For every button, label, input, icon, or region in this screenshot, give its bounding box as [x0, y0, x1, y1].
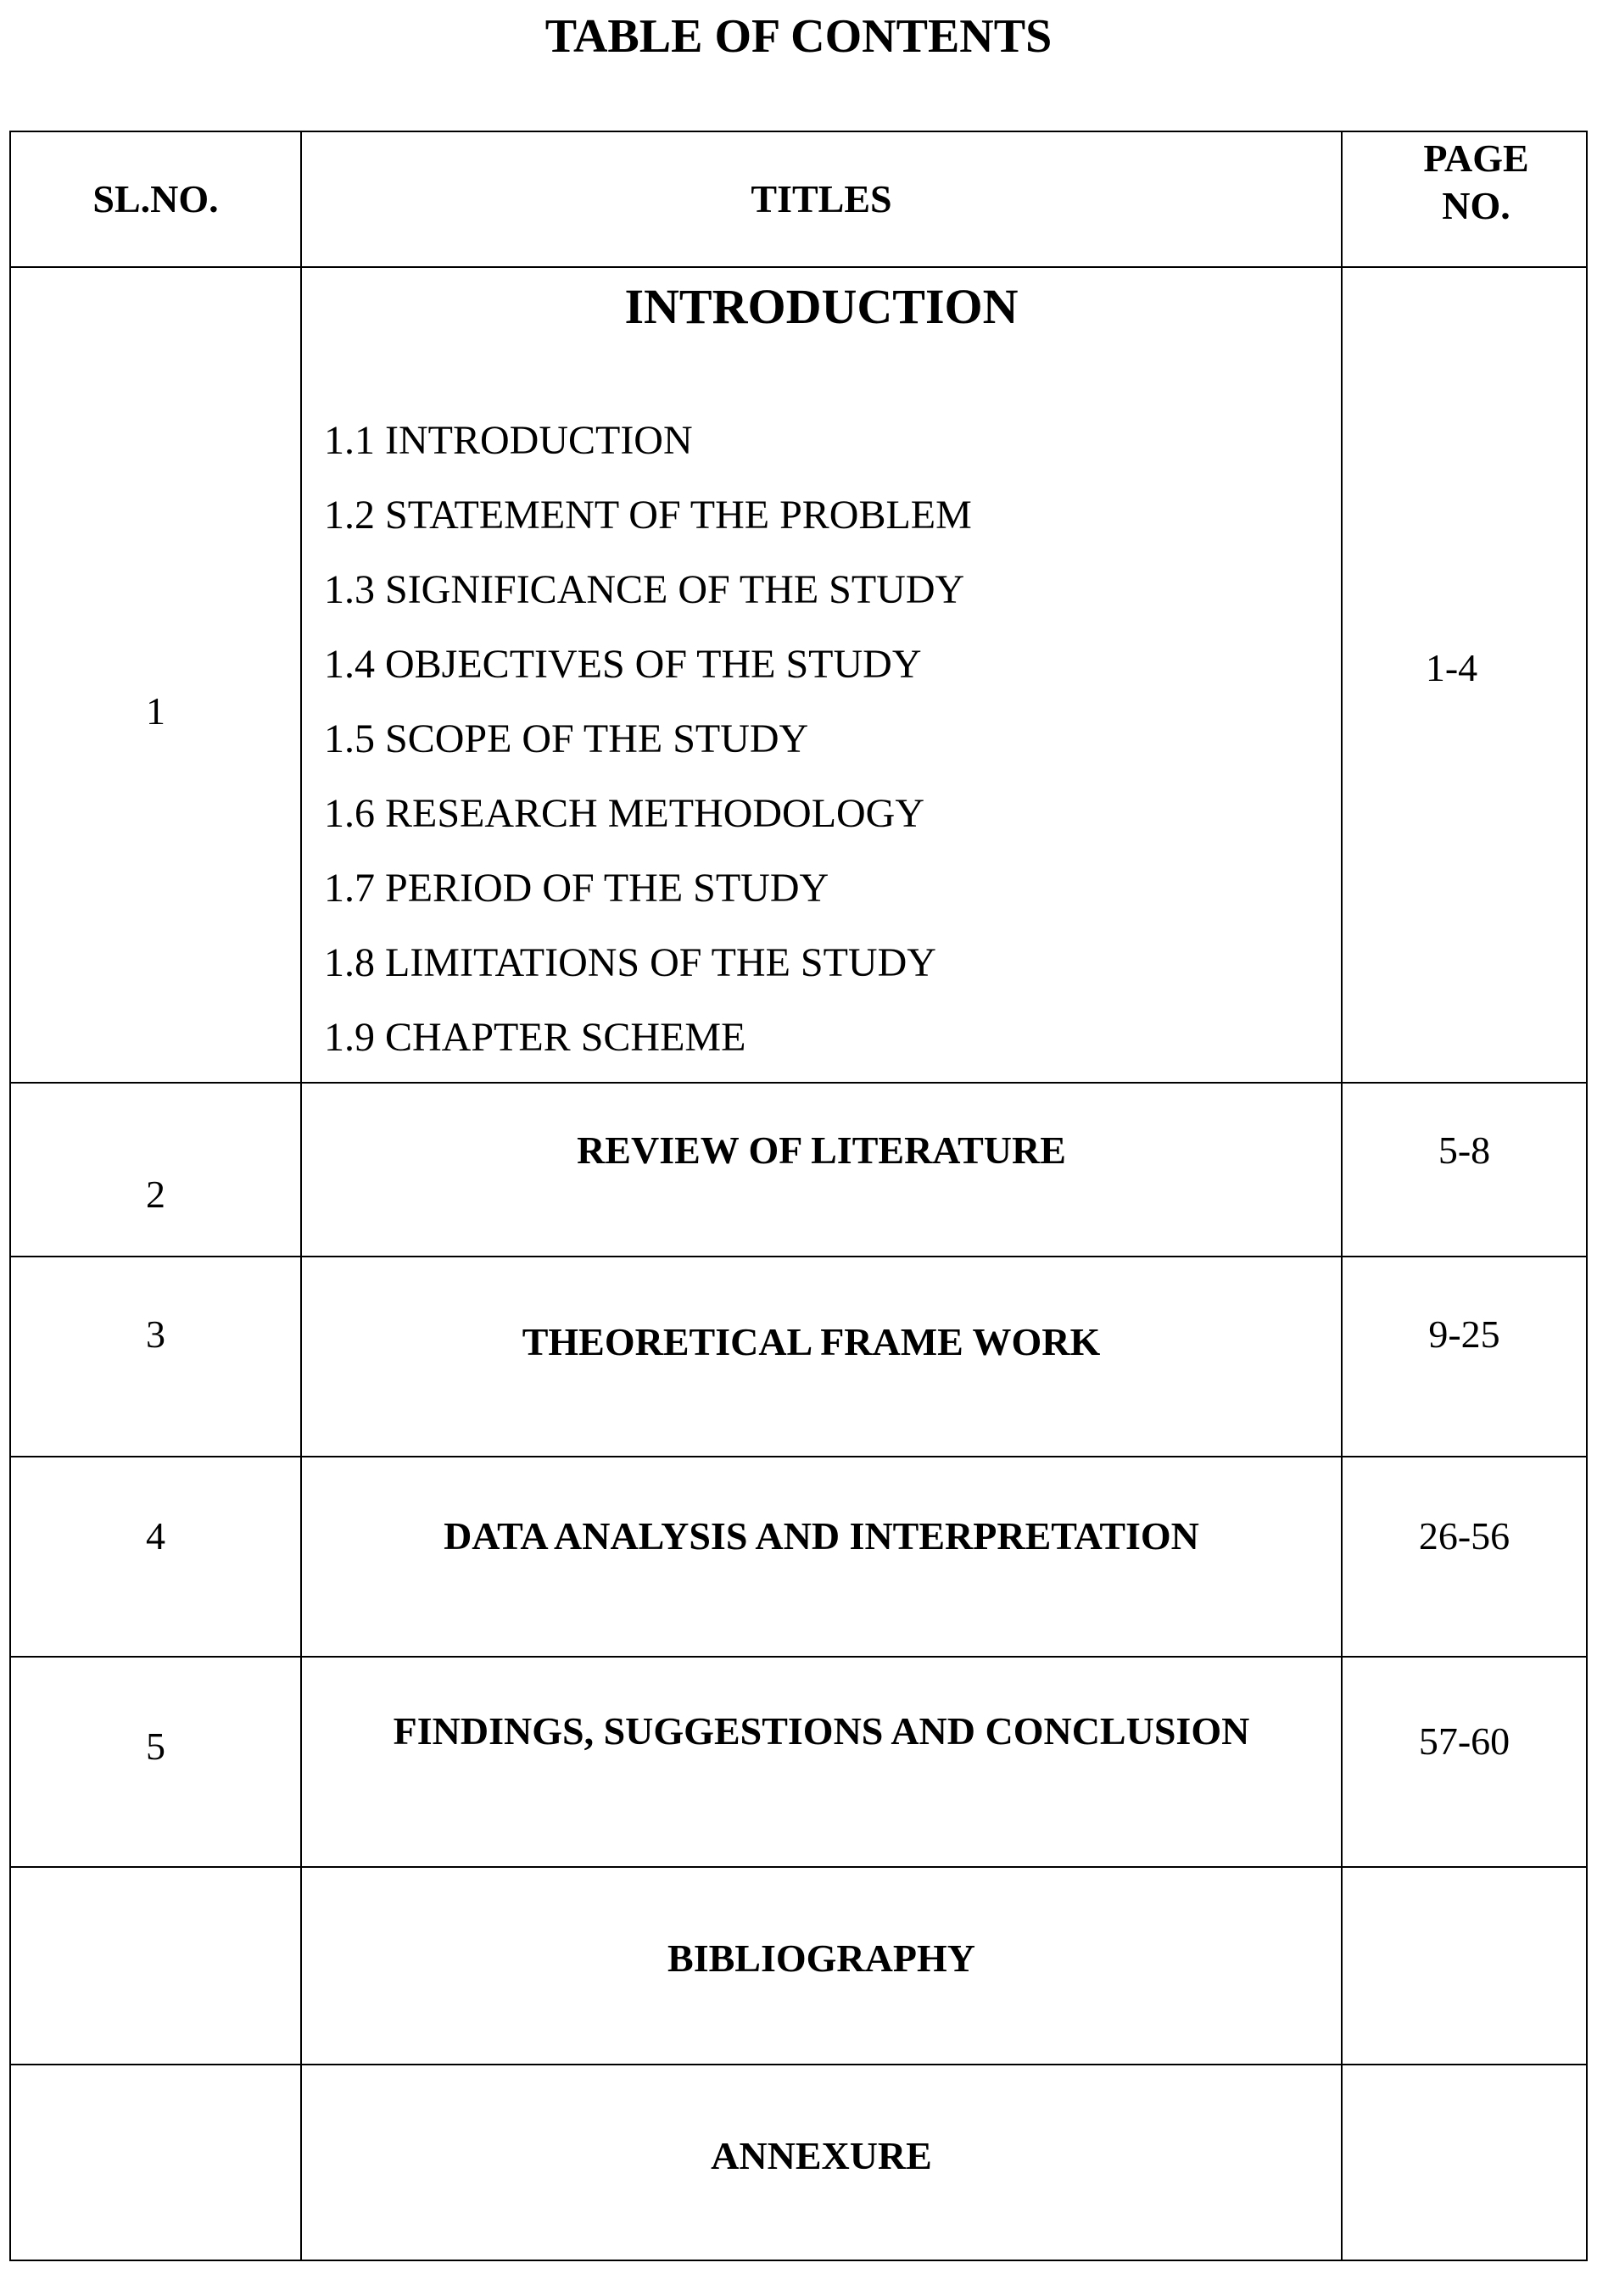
- subsection-item: 1.5 SCOPE OF THE STUDY: [324, 716, 809, 761]
- subsection-item: 1.6 RESEARCH METHODOLOGY: [324, 791, 924, 836]
- sl-no: 2: [146, 1173, 165, 1216]
- chapter-title: FINDINGS, SUGGESTIONS AND CONCLUSION: [393, 1709, 1250, 1753]
- title-cell: [301, 1867, 1342, 2065]
- title-cell: [301, 1257, 1342, 1457]
- chapter-title: INTRODUCTION: [624, 279, 1019, 334]
- sl-no-cell: [10, 1867, 301, 2065]
- chapter-title: REVIEW OF LITERATURE: [577, 1128, 1066, 1172]
- header-page-no-line1: PAGE: [1423, 137, 1529, 180]
- header-cell-titles: [301, 131, 1342, 267]
- sl-no-cell: [10, 1457, 301, 1657]
- chapter-title: THEORETICAL FRAME WORK: [522, 1320, 1101, 1363]
- header-titles: TITLES: [751, 177, 892, 220]
- page-no-cell: [1342, 1457, 1587, 1657]
- title-cell: [301, 2065, 1342, 2260]
- table-row: [10, 2065, 1587, 2260]
- sl-no-cell: [10, 1083, 301, 1257]
- page-no: 9-25: [1428, 1312, 1500, 1356]
- chapter-title: DATA ANALYSIS AND INTERPRETATION: [444, 1514, 1199, 1558]
- page-no-cell: [1342, 1657, 1587, 1867]
- subsection-item: 1.3 SIGNIFICANCE OF THE STUDY: [324, 567, 965, 612]
- title-cell: [301, 1457, 1342, 1657]
- page-no-cell: [1342, 267, 1587, 1083]
- subsection-item: 1.2 STATEMENT OF THE PROBLEM: [324, 493, 972, 538]
- header-cell-sl-no: [10, 131, 301, 267]
- page-no-cell: [1342, 1083, 1587, 1257]
- chapter-title: ANNEXURE: [711, 2134, 932, 2177]
- subsection-list: [324, 404, 972, 1075]
- header-cell-page-no: [1342, 131, 1587, 267]
- page-no-cell: [1342, 1257, 1587, 1457]
- sl-no: 1: [146, 689, 165, 733]
- table-header-row: [10, 131, 1587, 267]
- table-row: [10, 267, 1587, 1083]
- title-cell: [301, 1657, 1342, 1867]
- page-no-cell: [1342, 1867, 1587, 2065]
- title-cell: [301, 1083, 1342, 1257]
- table-row: [10, 1257, 1587, 1457]
- header-page-no-line2: NO.: [1442, 184, 1510, 227]
- subsection-item: 1.9 CHAPTER SCHEME: [324, 1015, 746, 1060]
- page-no: 26-56: [1418, 1514, 1510, 1558]
- page-no: 57-60: [1418, 1719, 1510, 1763]
- header-sl-no: SL.NO.: [92, 177, 219, 220]
- sl-no-cell: [10, 2065, 301, 2260]
- subsection-item: 1.4 OBJECTIVES OF THE STUDY: [324, 642, 922, 687]
- sl-no-cell: [10, 1257, 301, 1457]
- sl-no: 5: [146, 1725, 165, 1768]
- table-row: [10, 1657, 1587, 1867]
- table-row: [10, 1867, 1587, 2065]
- chapter-title: BIBLIOGRAPHY: [667, 1937, 975, 1980]
- subsection-item: 1.7 PERIOD OF THE STUDY: [324, 866, 829, 911]
- subsection-item: 1.8 LIMITATIONS OF THE STUDY: [324, 940, 936, 985]
- page-no: 5-8: [1438, 1128, 1491, 1172]
- page-no-cell: [1342, 2065, 1587, 2260]
- sl-no-cell: [10, 1657, 301, 1867]
- table-row: [10, 1457, 1587, 1657]
- sl-no: 3: [146, 1312, 165, 1356]
- page-title: TABLE OF CONTENTS: [544, 10, 1053, 63]
- sl-no: 4: [146, 1514, 165, 1558]
- title-cell: [301, 267, 1342, 1083]
- sl-no-cell: [10, 267, 301, 1083]
- page-no: 1-4: [1425, 646, 1478, 689]
- subsection-item: 1.1 INTRODUCTION: [324, 418, 693, 463]
- table-row: [10, 1083, 1587, 1257]
- table-of-contents: [9, 131, 1588, 2261]
